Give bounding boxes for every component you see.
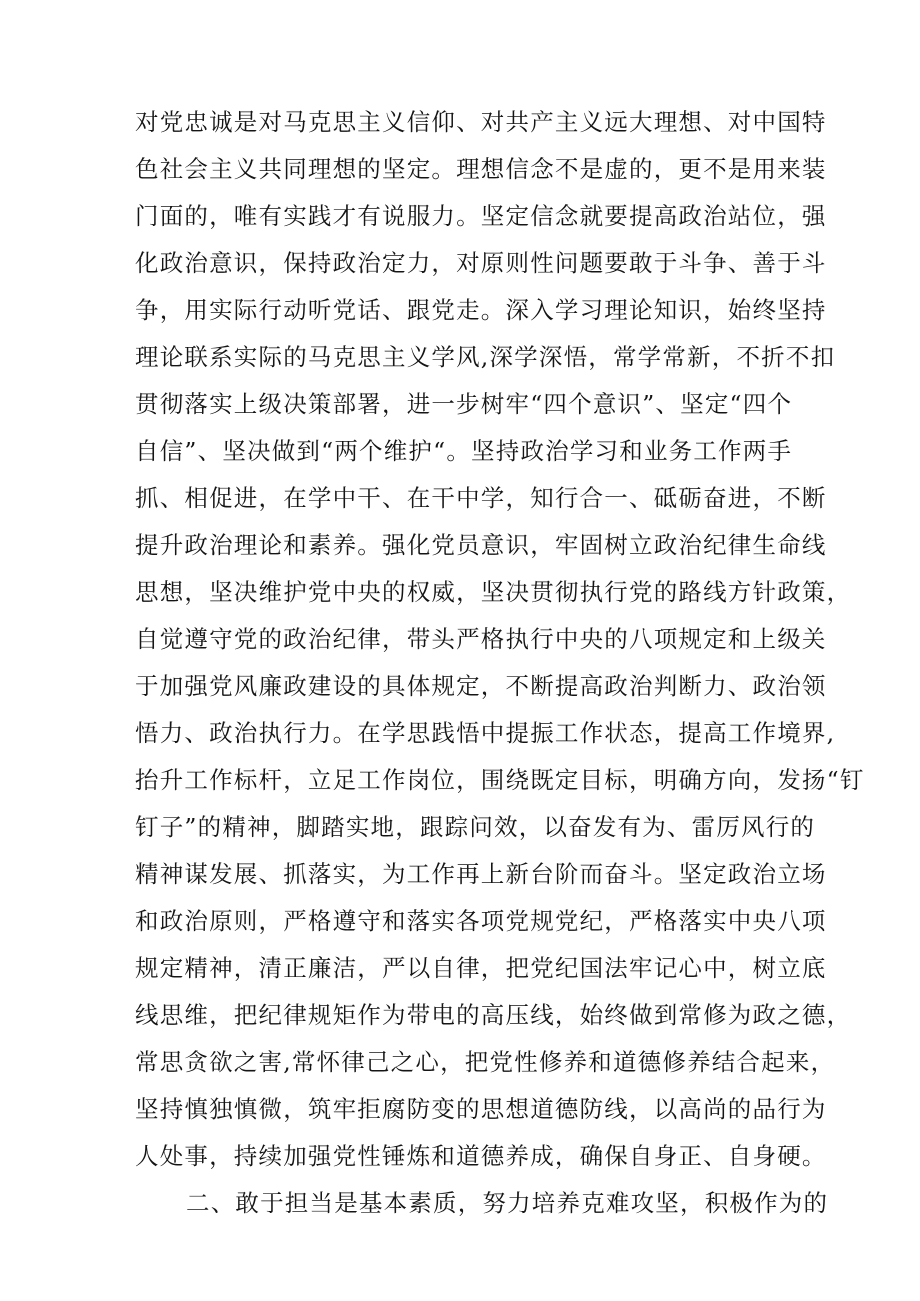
body-text-line: 贯彻落实上级决策部署，进一步树牢“四个意识”、坚定“四个 <box>135 390 793 418</box>
body-text-line: 悟力、政治执行力。在学思践悟中提振工作状态，提高工作境界, <box>135 719 836 747</box>
body-text-line: 思想，坚决维护党中央的权威，坚决贯彻执行党的路线方针政策， <box>135 578 852 606</box>
body-text-line: 和政治原则，严格遵守和落实各项党规党纪，严格落实中央八项 <box>135 907 827 935</box>
body-text-line: 自信”、坚决做到“两个维护“。坚持政治学习和业务工作两手 <box>135 437 793 465</box>
body-text-line: 争，用实际行动听党话、跟党走。深入学习理论知识，始终坚持 <box>135 296 827 324</box>
body-text-line: 线思维，把纪律规矩作为带电的高压线，始终做到常修为政之德， <box>135 1001 852 1029</box>
body-text-line: 规定精神，清正廉洁，严以自律，把党纪国法牢记心中，树立底 <box>135 954 827 982</box>
section-heading: 二、敢于担当是基本素质，努力培养克难攻坚，积极作为的 <box>186 1189 829 1217</box>
body-text-line: 抬升工作标杆，立足工作岗位，围绕既定目标，明确方向，发扬“钉 <box>135 766 865 794</box>
body-text-line: 色社会主义共同理想的坚定。理想信念不是虚的，更不是用来装 <box>135 155 827 183</box>
body-text-line: 对党忠诚是对马克思主义信仰、对共产主义远大理想、对中国特 <box>135 108 827 136</box>
body-text-line: 提升政治理论和素养。强化党员意识，牢固树立政治纪律生命线 <box>135 531 827 559</box>
body-text-line: 精神谋发展、抓落实，为工作再上新台阶而奋斗。坚定政治立场 <box>135 860 827 888</box>
body-text-line: 门面的，唯有实践才有说服力。坚定信念就要提高政治站位，强 <box>135 202 827 230</box>
body-text-line: 钉子”的精神，脚踏实地，跟踪问效，以奋发有为、雷厉风行的 <box>135 813 816 841</box>
body-text-line: 理论联系实际的马克思主义学风,深学深悟，常学常新，不折不扣 <box>135 343 836 371</box>
body-text-line: 人处事，持续加强党性锤炼和道德养成，确保自身正、自身硬。 <box>135 1142 827 1170</box>
body-text-line: 化政治意识，保持政治定力，对原则性问题要敢于斗争、善于斗 <box>135 249 827 277</box>
body-text-line: 抓、相促进，在学中干、在干中学，知行合一、砥砺奋进，不断 <box>135 484 827 512</box>
body-text-line: 自觉遵守党的政治纪律，带头严格执行中央的八项规定和上级关 <box>135 625 827 653</box>
body-text-line: 常思贪欲之害,常怀律己之心，把党性修养和道德修养结合起来， <box>135 1048 836 1076</box>
body-text-line: 于加强党风廉政建设的具体规定，不断提高政治判断力、政治领 <box>135 672 827 700</box>
body-text-line: 坚持慎独慎微，筑牢拒腐防变的思想道德防线，以高尚的品行为 <box>135 1095 827 1123</box>
